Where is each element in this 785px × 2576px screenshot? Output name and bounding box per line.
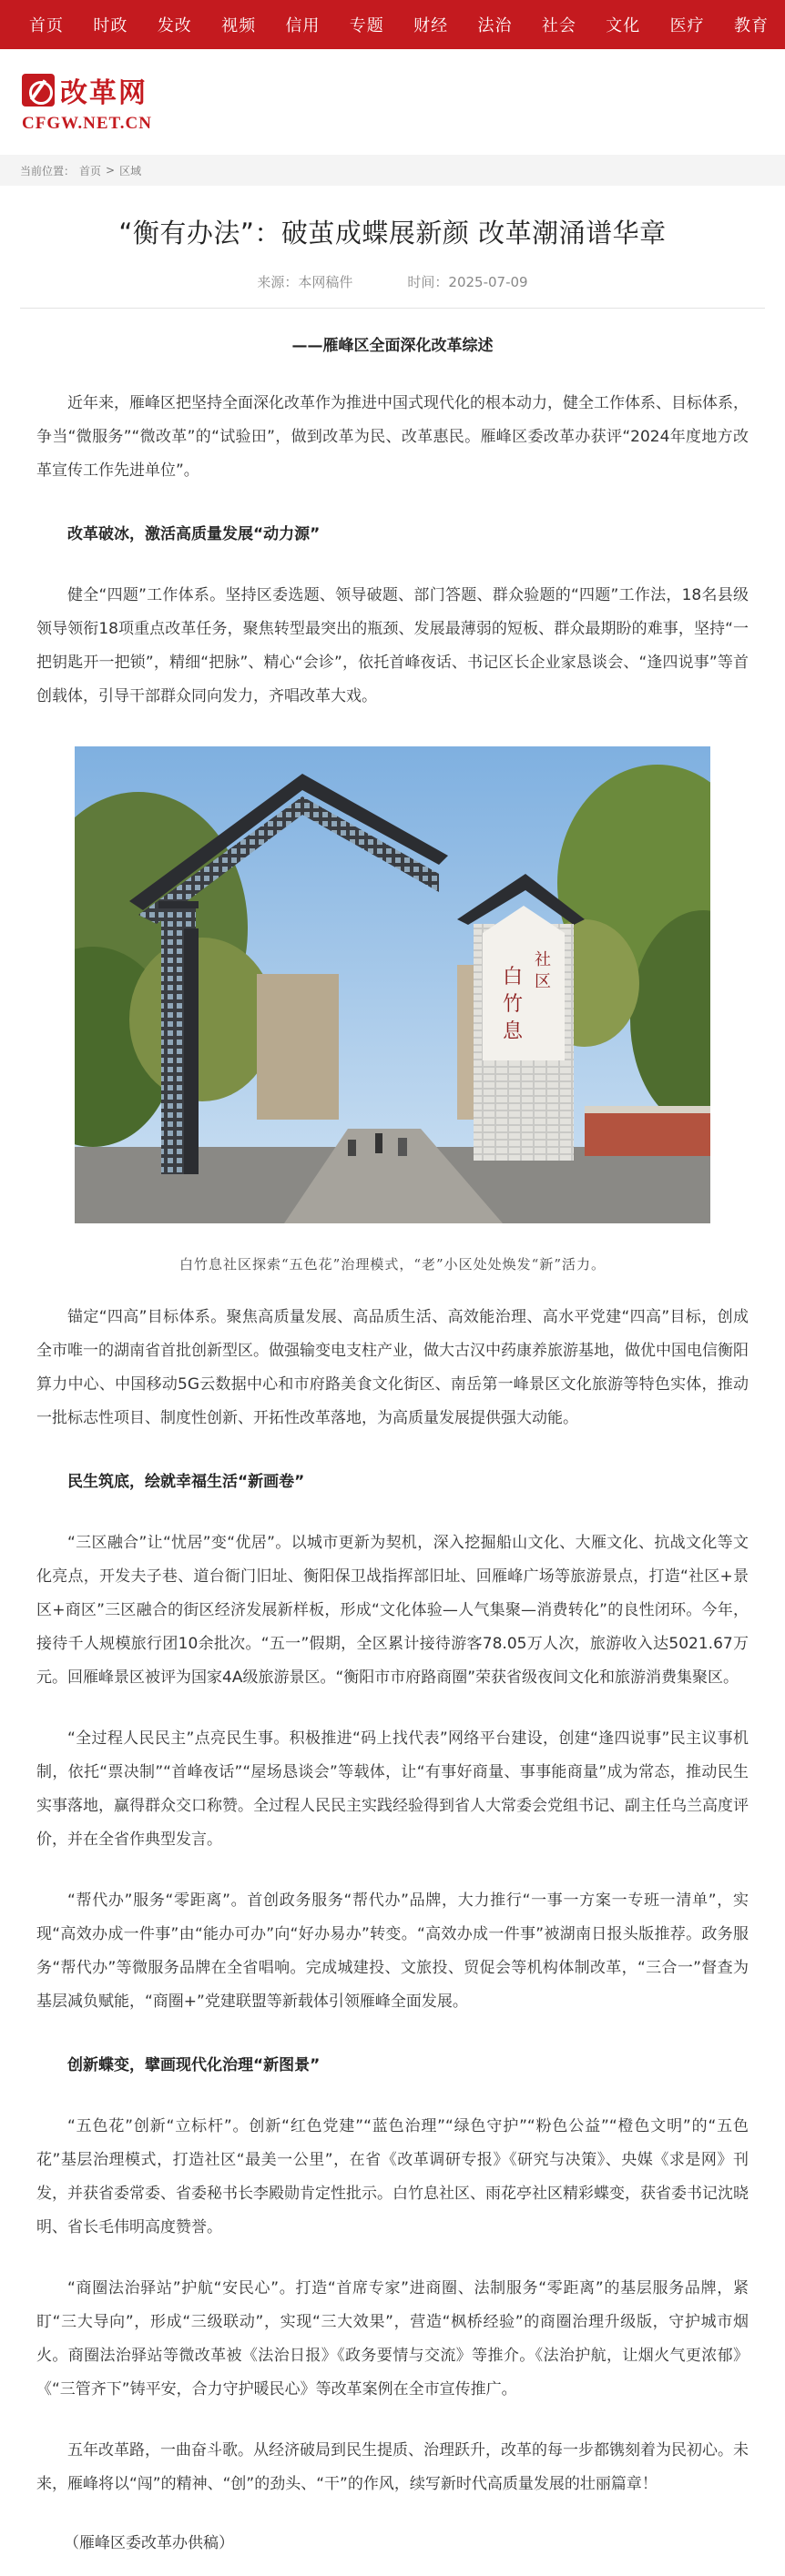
section-heading-2: 民生筑底，绘就幸福生活“新画卷” <box>67 1473 305 1491</box>
logo-emblem-icon <box>22 74 55 106</box>
article-body <box>0 332 785 2561</box>
top-nav <box>0 0 785 49</box>
logo-name: 改革网 <box>60 77 148 109</box>
nav-item-reform[interactable]: 发改 <box>157 16 192 35</box>
gate-sign-char-4: 社 <box>535 950 551 969</box>
article-source: 来源：本网稿件 <box>257 274 353 290</box>
nav-item-topics[interactable]: 专题 <box>349 16 384 35</box>
nav-item-video[interactable]: 视频 <box>221 16 257 35</box>
nav-item-culture[interactable]: 文化 <box>606 16 641 35</box>
paragraph-three-zones: “三区融合”让“忧居”变“优居”。以城市更新为契机，深入挖掘船山文化、大雁文化、抗战文化等文化亮点，开发夫子巷、道台衙门旧址、衡阳保卫战指挥部旧址、回雁峰广场等旅游景点，打造“社区+景区+商区”三区融合的街区经济发展新样板，形成“文化体验—人气集聚—消费转化”的良性闭环。今年，接待千人规模旅行团10余批次。“五一”假期，全区累计接待游客78.05万人次，旅游收入达5021.67万元。回雁峰景区被评为国家4A级旅游景区。“衡阳市市府路商圈”荣获省级夜间文化和旅游消费集聚区。 <box>36 1534 749 1687</box>
breadcrumb-separator: > <box>106 164 116 177</box>
section-heading-1: 改革破冰，激活高质量发展“动力源” <box>67 525 321 543</box>
paragraph-legal-station: “商圈法治驿站”护航“安民心”。打造“首席专家”进商圈、法制服务“零距离”的基层服务品牌，紧盯“三大导向”，形成“三级联动”，实现“三大效果”，营造“枫桥经验”的商圈治理升级版，守护城市烟火。商圈法治驿站等微改革被《法治日报》《政务要情与交流》等推介。《法治护航，让烟火气更浓郁》《“三管齐下”铸平安，合力守护暖民心》等改革案例在全市宣传推广。 <box>36 2279 749 2399</box>
nav-item-society[interactable]: 社会 <box>541 16 576 35</box>
nav-item-politics[interactable]: 时政 <box>93 16 128 35</box>
breadcrumb <box>0 155 785 186</box>
breadcrumb-prefix: 当前位置： <box>20 164 76 177</box>
nav-item-home[interactable]: 首页 <box>29 16 64 35</box>
nav-item-law[interactable]: 法治 <box>477 16 513 35</box>
site-logo[interactable] <box>22 70 152 134</box>
section-heading-3: 创新蝶变，擘画现代化治理“新图景” <box>67 2056 321 2074</box>
community-gate-illustration <box>75 746 710 1223</box>
article-meta <box>0 272 785 291</box>
header-divider <box>20 308 765 309</box>
paragraph-four-questions: 健全“四题”工作体系。坚持区委选题、领导破题、部门答题、群众验题的“四题”工作法，18名县级领导领衔18项重点改革任务，聚焦转型最突出的瓶颈、发展最薄弱的短板、群众最期盼的难事，坚持“一把钥匙开一把锁”，精细“把脉”、精心“会诊”，依托首峰夜话、书记区长企业家恳谈会、“逢四说事”等首创载体，引导干部群众同向发力，齐唱改革大戏。 <box>36 586 749 705</box>
paragraph-five-flowers: “五色花”创新“立标杆”。创新“红色党建”“蓝色治理”“绿色守护”“粉色公益”“橙色文明”的“五色花”基层治理模式，打造社区“最美一公里”，在省《改革调研专报》《研究与决策》、央媒《求是网》刊发，并获省委常委、省委秘书长李殿勋肯定性批示。白竹息社区、雨花亭社区精彩蝶变，获省委书记沈晓明、省长毛伟明高度赞誉。 <box>36 2117 749 2236</box>
nav-item-medical[interactable]: 医疗 <box>669 16 705 35</box>
paragraph-intro: 近年来，雁峰区把坚持全面深化改革作为推进中国式现代化的根本动力，健全工作体系、目标体系，争当“微服务”“微改革”的“试验田”，做到改革为民、改革惠民。雁峰区委改革办获评“2024年度地方改革宣传工作先进单位”。 <box>36 394 749 480</box>
nav-item-education[interactable]: 教育 <box>733 16 769 35</box>
paragraph-democracy: “全过程人民民主”点亮民生事。积极推进“码上找代表”网络平台建设，创建“逢四说事”民主议事机制，依托“票决制”“首峰夜话”“屋场恳谈会”等载体，让“有事好商量、事事能商量”成为常态，推动民生实事落地，赢得群众交口称赞。全过程人民民主实践经验得到省人大常委会党组书记、副主任乌兰高度评价，并在全省作典型发言。 <box>36 1729 749 1849</box>
article-title: “衡有办法”：破茧成蝶展新颜 改革潮涌谱华章 <box>118 218 667 248</box>
article-time: 时间：2025-07-09 <box>407 274 528 290</box>
gate-sign-char-2: 竹 <box>503 993 524 1016</box>
logo-domain: CFGW.NET.CN <box>22 114 152 133</box>
photo-caption: 白竹息社区探索“五色花”治理模式，“老”小区处处焕发“新”活力。 <box>178 1256 606 1273</box>
article-subtitle: ——雁峰区全面深化改革综述 <box>291 337 494 355</box>
nav-item-credit[interactable]: 信用 <box>285 16 321 35</box>
logo-bar <box>0 49 785 155</box>
gate-sign-char-1: 白 <box>503 966 524 989</box>
breadcrumb-section-link[interactable]: 区域 <box>119 164 142 177</box>
gate-sign-char-3: 息 <box>503 1020 524 1043</box>
breadcrumb-home-link[interactable]: 首页 <box>79 164 102 177</box>
gate-sign-char-5: 区 <box>535 972 551 991</box>
nav-item-finance[interactable]: 财经 <box>413 16 449 35</box>
paragraph-four-goals: 锚定“四高”目标体系。聚焦高质量发展、高品质生活、高效能治理、高水平党建“四高”目标，创成全市唯一的湖南省首批创新型区。做强输变电支柱产业，做大古汉中药康养旅游基地，做优中国电信衡阳算力中心、中国移动5G云数据中心和市府路美食文化街区、南岳第一峰景区文化旅游等特色实体，推动一批标志性项目、制度性创新、开拓性改革落地，为高质量发展提供强大动能。 <box>36 1308 749 1427</box>
paragraph-service: “帮代办”服务“零距离”。首创政务服务“帮代办”品牌，大力推行“一事一方案一专班一清单”，实现“高效办成一件事”由“能办可办”向“好办易办”转变。“高效办成一件事”被湖南日报头版推荐。政务服务“帮代办”等微服务品牌在全省唱响。完成城建投、文旅投、贸促会等机构体制改革，“三合一”督查为基层减负赋能，“商圈+”党建联盟等新载体引领雁峰全面发展。 <box>36 1891 749 2011</box>
paragraph-conclusion: 五年改革路，一曲奋斗歌。从经济破局到民生提质、治理跃升，改革的每一步都镌刻着为民初心。未来，雁峰将以“闯”的精神、“创”的劲头、“干”的作风，续写新时代高质量发展的壮丽篇章！ <box>36 2441 749 2493</box>
article-photo <box>75 746 710 1223</box>
article-author: （雁峰区委改革办供稿） <box>64 2534 234 2552</box>
